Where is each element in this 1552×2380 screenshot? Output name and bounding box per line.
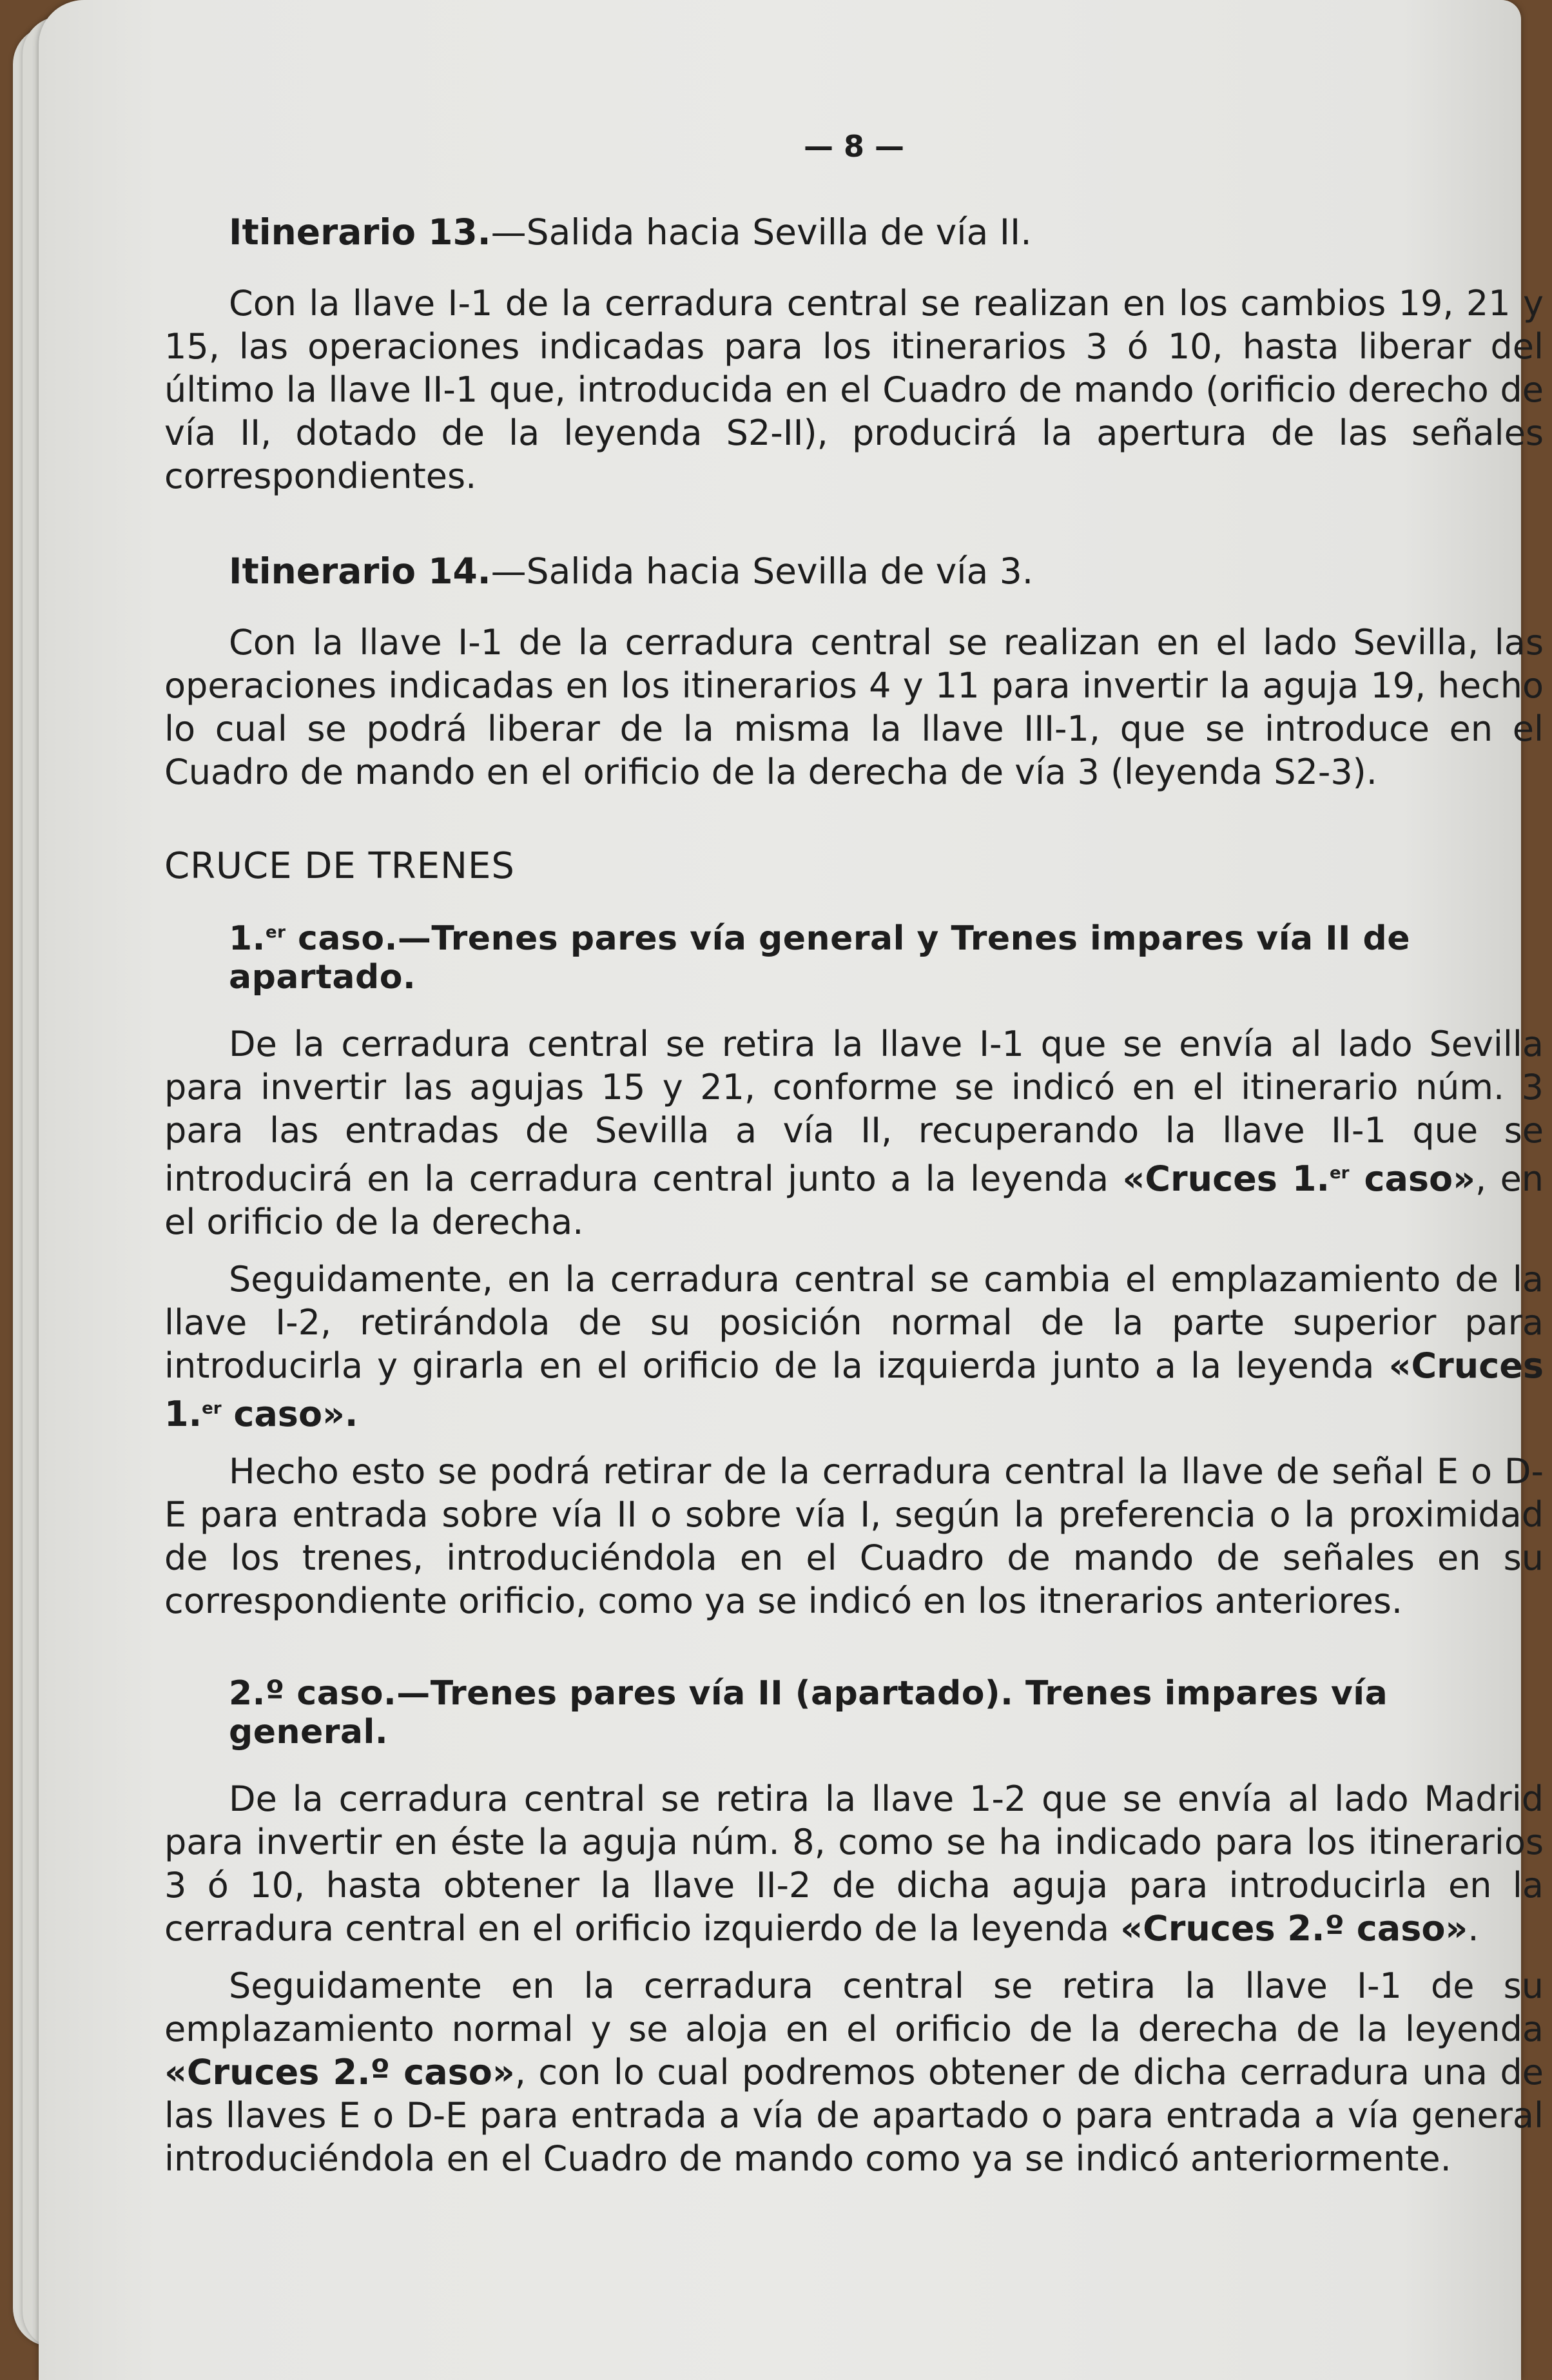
itinerario-14-title: Itinerario 14. xyxy=(229,550,491,592)
caso-1-paragraph-1 xyxy=(164,1022,1544,1244)
caso-1-p1-text-end: , en el orificio de la derecha. xyxy=(164,1158,1544,1242)
itinerario-13-title: Itinerario 13. xyxy=(229,211,491,253)
caso-1-p1-bold-2: caso» xyxy=(1349,1158,1476,1199)
itinerario-14-subtitle: —Salida hacia Sevilla de vía 3. xyxy=(490,550,1034,592)
caso-1-p2-text: Seguidamente, en la cerradura central se cambia el emplazamiento de la llave I-2, retirándola de su posición normal de la parte superior para introducirla y girarla en el orificio de la izquierda junto a la leyenda xyxy=(164,1258,1544,1386)
itinerario-13-text: Con la llave I-1 de la cerradura central se realizan en los cambios 19, 21 y 15, las operaciones indicadas para los itinerarios 3 ó 10, hasta liberar del último la llave II-1 que, introducida en el Cuadro de mando (orificio derecho de vía II, dotado de la leyenda S2-II), producirá la apertura de las señales correspondientes. xyxy=(164,282,1544,496)
book-page xyxy=(39,0,1544,2380)
itinerario-13-subtitle: —Salida hacia Sevilla de vía II. xyxy=(490,211,1032,253)
caso-1-number: 1. xyxy=(229,919,266,958)
caso-1-title: caso.—Trenes pares vía general y Trenes impares vía II de apartado. xyxy=(229,919,1410,997)
caso-1-heading xyxy=(229,919,1544,997)
caso-1-superscript: er xyxy=(265,922,286,942)
page-number: — 8 — xyxy=(803,129,905,164)
caso-1-paragraph-3: Hecho esto se podrá retirar de la cerradura central la llave de señal E o D-E para entrada sobre vía II o sobre vía I, según la preferencia o la proximidad de los trenes, introduciéndola en el Cuadro de mando de señales en su correspondiente orificio, como ya se indicó en los itnerarios anteriores. xyxy=(164,1450,1544,1621)
caso-1-p1-sup: er xyxy=(1329,1163,1350,1183)
caso-2-heading: 2.º caso.—Trenes pares vía II (apartado). Trenes impares vía general. xyxy=(229,1673,1388,1751)
caso-1-paragraph-2 xyxy=(164,1258,1544,1436)
caso-1-p2-bold: «Cruces 1. xyxy=(164,1345,1544,1434)
caso-2-p2-text-end: , con lo cual podremos obtener de dicha cerradura una de las llaves E o D-E para entrada a vía de apartado o para entrada a vía general introduciéndola en el Cuadro de mando como ya se indicó anteriormente. xyxy=(164,2051,1544,2179)
caso-2-paragraph-2 xyxy=(164,1964,1544,2180)
caso-2-p2-text: Seguidamente en la cerradura central se retira la llave I-1 de su emplazamiento normal y se aloja en el orificio de la derecha de la leyenda xyxy=(164,1965,1544,2049)
caso-2-p2-bold: «Cruces 2.º caso» xyxy=(164,2051,515,2092)
caso-2-paragraph-1 xyxy=(164,1777,1544,1950)
caso-1-p2-bold-2: caso». xyxy=(221,1393,358,1434)
caso-2-p1-text: De la cerradura central se retira la llave 1-2 que se envía al lado Madrid para invertir en éste la aguja núm. 8, como se ha indicado para los itinerarios 3 ó 10, hasta obtener la llave II-2 de dicha aguja para introducirla en la cerradura central en el orificio izquierdo de la leyenda xyxy=(164,1778,1544,1949)
caso-2-p1-text-end: . xyxy=(1468,1907,1479,1949)
caso-2-p1-bold: «Cruces 2.º caso» xyxy=(1120,1907,1468,1949)
page-content xyxy=(164,129,1544,2180)
caso-1-p1-text: De la cerradura central se retira la llave I-1 que se envía al lado Sevilla para invertir las agujas 15 y 21, conforme se indicó en el itinerario núm. 3 para las entradas de Sevilla a vía II, recuperando la llave II-1 que se introducirá en la cerradura central junto a la leyenda xyxy=(164,1023,1544,1199)
itinerario-14-text: Con la llave I-1 de la cerradura central se realizan en el lado Sevilla, las operaciones indicadas en los itinerarios 4 y 11 para invertir la aguja 19, hecho lo cual se podrá liberar de la misma la llave III-1, que se introduce en el Cuadro de mando en el orificio de la derecha de vía 3 (leyenda S2-3). xyxy=(164,621,1544,792)
caso-1-p2-sup: er xyxy=(202,1398,222,1418)
itinerario-14-heading xyxy=(229,549,1544,594)
section-title: CRUCE DE TRENES xyxy=(164,844,515,887)
itinerario-13-heading xyxy=(229,210,1544,255)
caso-1-p1-bold: «Cruces 1. xyxy=(1122,1158,1330,1199)
